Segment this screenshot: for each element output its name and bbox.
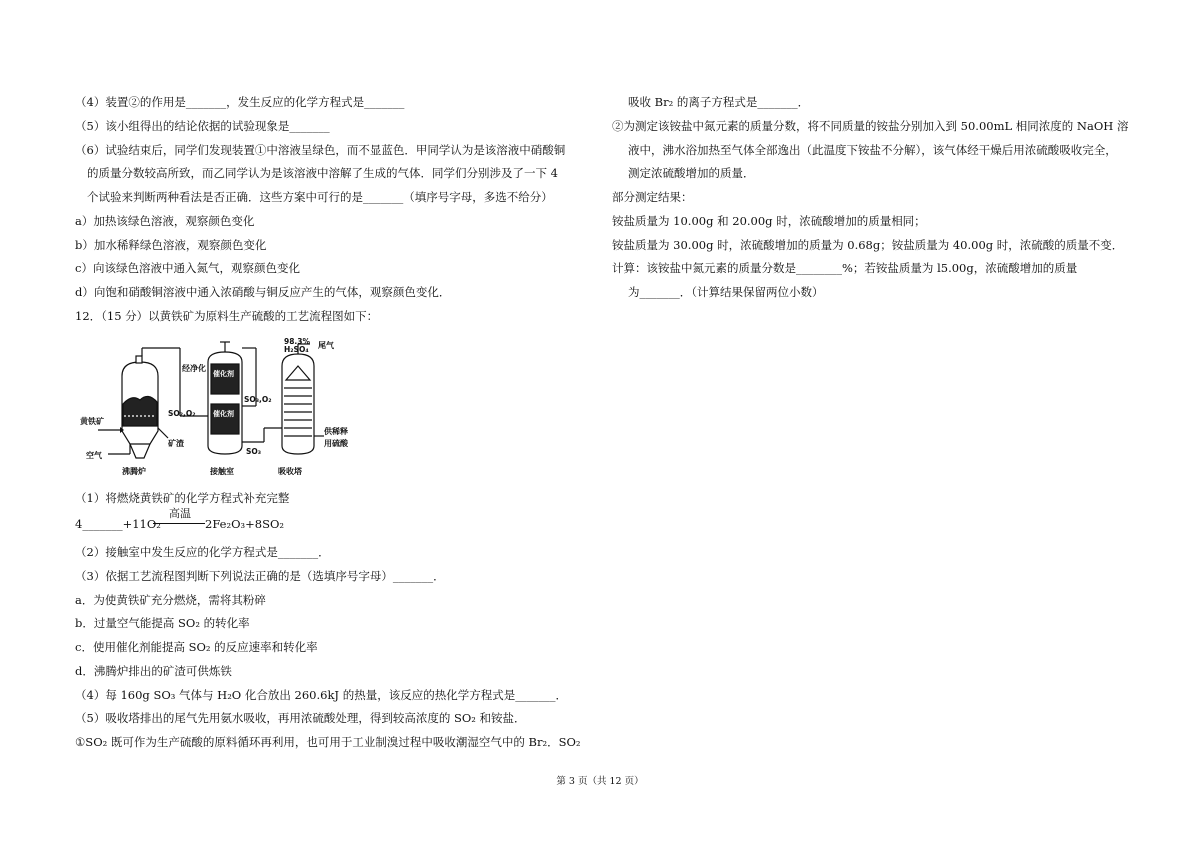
question-6-line-3: 个试验来判断两种看法是否正确．这些方案中可行的是_______（填序号字母，多选不给分） [87, 190, 553, 204]
question-6-line-1: （6）试验结束后，同学们发现装置①中溶液呈绿色，而不显蓝色．甲同学认为是该溶液中硝酸铜 [75, 143, 566, 157]
equation-condition: 高温 [169, 507, 191, 520]
label-so3: SO₃ [246, 447, 262, 456]
label-so3-o2: SO₃,O₂ [244, 395, 272, 404]
option-a: a）加热该绿色溶液，观察颜色变化 [75, 214, 255, 228]
part-3-option-d: d．沸腾炉排出的矿渣可供炼铁 [75, 664, 232, 678]
label-dilute-1: 供稀释 [324, 427, 348, 436]
label-air: 空气 [86, 451, 102, 460]
label-purified: 经净化 [182, 364, 206, 373]
option-b: b）加水稀释绿色溶液，观察颜色变化 [75, 238, 267, 252]
right-line-7: 铵盐质量为 30.00g 时，浓硫酸增加的质量为 0.68g；铵盐质量为 40.00g 时，浓硫酸的质量不变． [612, 238, 1124, 252]
right-line-2: ②为测定该铵盐中氮元素的质量分数，将不同质量的铵盐分别加入到 50.00mL 相同浓度的 NaOH 溶 [612, 119, 1129, 133]
label-absorption-tower: 吸收塔 [278, 467, 302, 476]
label-catalyst-2: 催化剂 [213, 410, 234, 418]
equation-arrow [153, 523, 205, 524]
right-line-4: 测定浓硫酸增加的质量． [628, 166, 755, 180]
absorption-tower-shape [282, 354, 314, 454]
part-3-option-a: a．为使黄铁矿充分燃烧，需将其粉碎 [75, 593, 266, 607]
contact-chamber-shape [208, 352, 242, 454]
page-footer: 第 3 页（共 12 页） [556, 776, 644, 787]
boiling-furnace-shape [122, 356, 158, 444]
label-so2-o2: SO₂,O₂ [168, 409, 196, 418]
label-dilute-2: 用硫酸 [324, 439, 348, 448]
label-pyrite: 黄铁矿 [80, 417, 104, 426]
label-contact-chamber: 接触室 [210, 467, 234, 476]
part-1: （1）将燃烧黄铁矿的化学方程式补充完整 [75, 491, 290, 505]
part-3: （3）依据工艺流程图判断下列说法正确的是（选填序号字母）_______． [75, 569, 445, 583]
right-line-8: 计算：该铵盐中氮元素的质量分数是________%；若铵盐质量为 l5.00g，浓硫酸增加的质量 [612, 261, 1078, 275]
label-h2so4: H₂SO₄ [284, 345, 309, 354]
question-5: （5）该小组得出的结论依据的试验现象是_______ [75, 119, 330, 133]
part-5: （5）吸收塔排出的尾气先用氨水吸收，再用浓硫酸处理，得到较高浓度的 SO₂ 和铵盐． [75, 711, 526, 725]
part-5-item-1: ①SO₂ 既可作为生产硫酸的原料循环再利用，也可用于工业制溴过程中吸收潮湿空气中的 Br₂．SO₂ [75, 735, 581, 749]
label-furnace: 沸腾炉 [122, 467, 146, 476]
question-4: （4）装置②的作用是_______，发生反应的化学方程式是_______ [75, 95, 405, 109]
label-concentration: 98.3% [284, 337, 311, 346]
question-12-title: 12．（15 分）以黄铁矿为原料生产硫酸的工艺流程图如下： [75, 309, 379, 323]
label-tail-gas: 尾气 [318, 341, 334, 350]
process-flow-diagram [80, 336, 380, 482]
right-line-6: 铵盐质量为 10.00g 和 20.00g 时，浓硫酸增加的质量相同； [612, 214, 926, 228]
label-slag: 矿渣 [168, 439, 184, 448]
equation-reactants: 4_______+11O₂ [75, 517, 161, 531]
reaction-equation [75, 509, 375, 533]
part-2: （2）接触室中发生反应的化学方程式是_______． [75, 545, 330, 559]
question-6-line-2: 的质量分数较高所致，而乙同学认为是该溶液中溶解了生成的气体．同学们分别涉及了一下 4 [87, 166, 558, 180]
part-3-option-c: c．使用催化剂能提高 SO₂ 的反应速率和转化率 [75, 640, 318, 654]
label-catalyst-1: 催化剂 [213, 370, 234, 378]
right-line-3: 液中，沸水浴加热至气体全部逸出（此温度下铵盐不分解），该气体经干燥后用浓硫酸吸收完全， [628, 143, 1117, 157]
option-d: d）向饱和硝酸铜溶液中通入浓硝酸与铜反应产生的气体，观察颜色变化． [75, 285, 451, 299]
option-c: c）向该绿色溶液中通入氮气，观察颜色变化 [75, 261, 300, 275]
right-line-1: 吸收 Br₂ 的离子方程式是_______． [628, 95, 810, 109]
right-line-5: 部分测定结果： [612, 190, 693, 204]
right-line-9: 为_______．（计算结果保留两位小数） [628, 285, 824, 299]
part-4: （4）每 160g SO₃ 气体与 H₂O 化合放出 260.6kJ 的热量，该反应的热化学方程式是_______． [75, 688, 567, 702]
part-3-option-b: b．过量空气能提高 SO₂ 的转化率 [75, 616, 250, 630]
equation-products: 2Fe₂O₃+8SO₂ [205, 517, 284, 531]
